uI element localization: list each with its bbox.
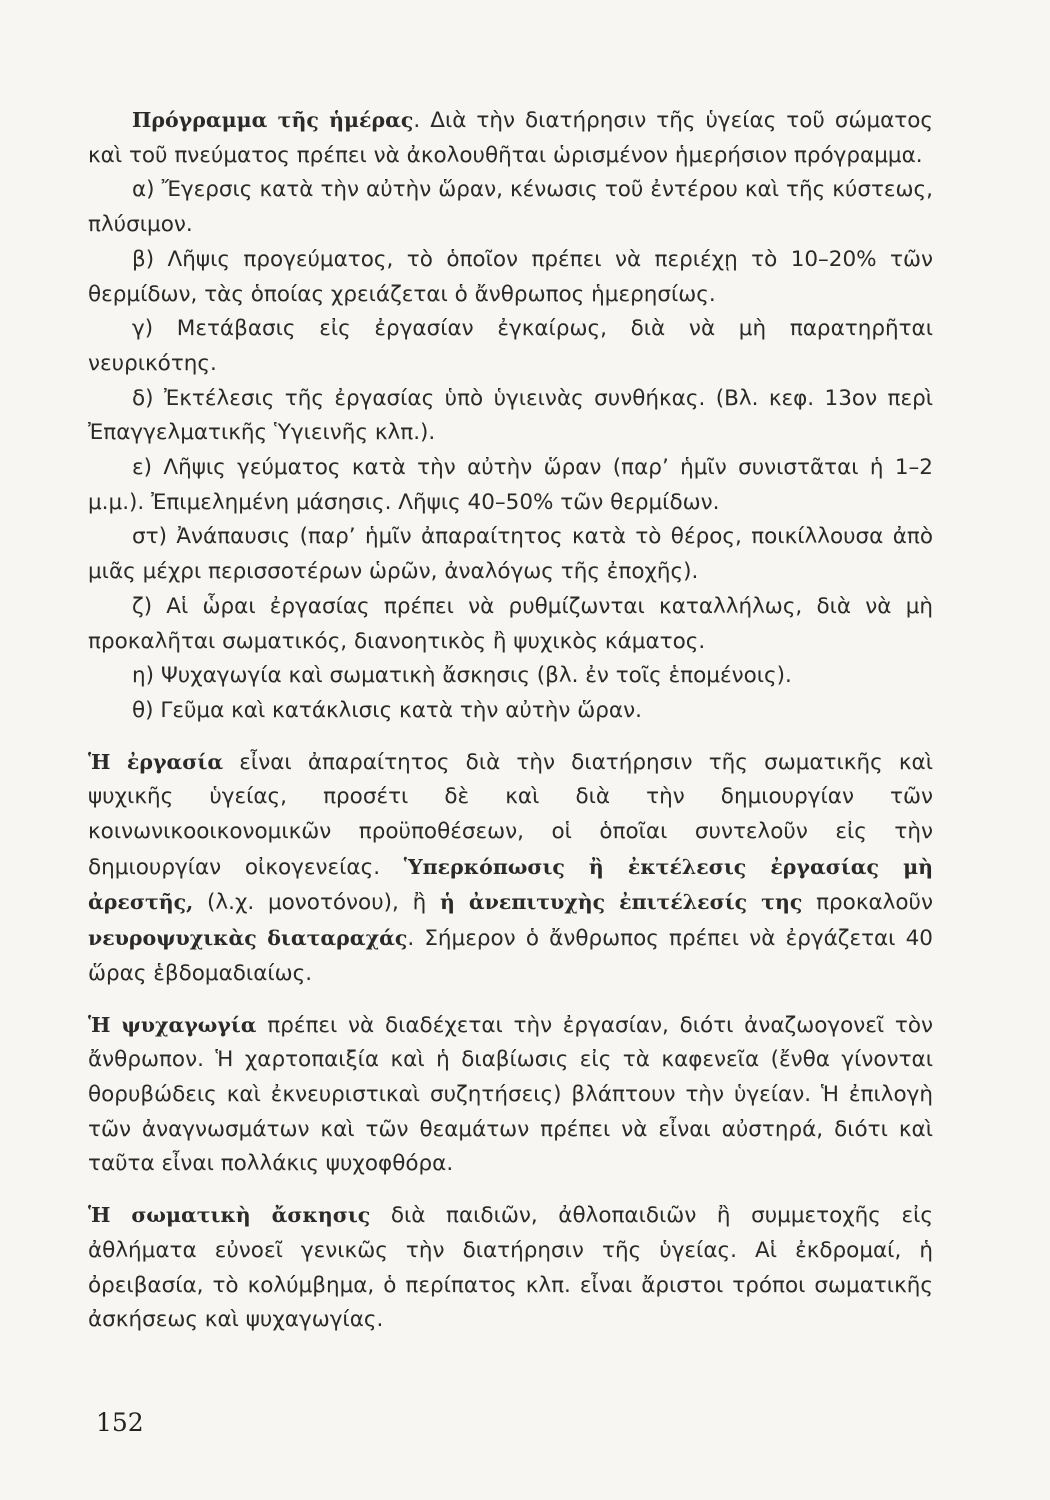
schedule-item-a: α) Ἔγερσις κατὰ τὴν αὐτὴν ὥραν, κένωσις τοῦ ἐντέρου καὶ τῆς κύστεως, πλύσιμον. — [88, 177, 933, 238]
schedule-item-th: θ) Γεῦμα καὶ κατάκλισις κατὰ τὴν αὐτὴν ὥραν. — [132, 697, 642, 723]
schedule-intro: . Διὰ τὴν διατήρησιν τῆς ὑγείας τοῦ σώματος καὶ τοῦ πνεύματος πρέπει νὰ ἀκολουθῆται ὡρισμένον ἡμερήσιον πρόγραμμα. — [88, 108, 934, 168]
schedule-item-z: ζ) Αἱ ὧραι ἐργασίας πρέπει νὰ ρυθμίζωνται καταλλήλως, διὰ νὰ μὴ προκαλῆται σωματικός, διανοητικὸς ἢ ψυχικὸς κάματος. — [88, 593, 933, 654]
exercise-paragraph — [88, 1198, 933, 1338]
body-text — [88, 103, 933, 1338]
page-number: 152 — [96, 1408, 144, 1437]
exercise-term: Ἡ σωματικὴ ἄσκησις — [88, 1203, 371, 1228]
schedule-item-d: δ) Ἐκτέλεσις τῆς ἐργασίας ὑπὸ ὑγιεινὰς συνθήκας. (Βλ. κεφ. 13ον περὶ Ἐπαγγελματικῆς Ὑγιεινῆς κλπ.). — [88, 385, 933, 446]
work-bold-1: Ὑπερκόπωσις ἢ ἐκτέλεσις ἐργασίας μὴ ἀρεστῆς, — [88, 854, 933, 915]
work-bold-3: νευροψυχικὰς διαταραχάς — [88, 926, 408, 951]
work-bold-2: ἡ ἀνεπιτυχὴς ἐπιτέλεσίς της — [439, 890, 803, 915]
schedule-item-c: γ) Μετάβασις εἰς ἐργασίαν ἐγκαίρως, διὰ νὰ μὴ παρατηρῆται νευρικότης. — [88, 316, 933, 376]
schedule-item-h: η) Ψυχαγωγία καὶ σωματικὴ ἄσκησις (βλ. ἐν τοῖς ἑπομένοις). — [132, 663, 792, 689]
work-text-4: . Σήμερον ὁ ἄνθρωπος πρέπει νὰ ἐργάζεται 40 ὥρας ἑβδομαδιαίως. — [88, 926, 933, 986]
schedule-intro-paragraph — [88, 103, 933, 173]
recreation-text: πρέπει νὰ διαδέχεται τὴν ἐργασίαν, διότι ἀναζωογονεῖ τὸν ἄνθρωπον. Ἡ χαρτοπαιξία καὶ ἡ διαβίωσις εἰς τὰ καφενεῖα (ἔνθα γίνονται θορυβώδεις καὶ ἐκνευριστικαὶ συζητήσεις) βλάπτουν τὴν ὑγείαν. Ἡ ἐπιλογὴ τῶν ἀναγνωσμάτων καὶ τῶν θεαμάτων πρέπει νὰ εἶναι αὐστηρά, διότι καὶ ταῦτα εἶναι πολλάκις ψυχοφθόρα. — [88, 1012, 933, 1177]
exercise-text: διὰ παιδιῶν, ἀθλοπαιδιῶν ἢ συμμετοχῆς εἰς ἀθλήματα εὐνοεῖ γενικῶς τὴν διατήρησιν τῆς ὑγείας. Αἱ ἐκδρομαί, ἡ ὀρειβασία, τὸ κολύμβημα, ὁ περίπατος κλπ. εἶναι ἄριστοι τρόποι σωματικῆς ἀσκήσεως καὶ ψυχαγωγίας. — [88, 1203, 934, 1333]
recreation-paragraph — [88, 1008, 933, 1183]
schedule-heading: Πρόγραμμα τῆς ἡμέρας — [132, 108, 414, 132]
schedule-item-e: ε) Λῆψις γεύματος κατὰ τὴν αὐτὴν ὥραν (παρ’ ἡμῖν συνιστᾶται ἡ 1–2 μ.μ.). Ἐπιμελημένη μάσησις. Λῆψις 40–50% τῶν θερμίδων. — [88, 455, 933, 515]
work-text-2: (λ.χ. μονοτόνου), ἢ — [193, 890, 440, 916]
recreation-term: Ἡ ψυχαγωγία — [88, 1012, 257, 1037]
work-term: Ἡ ἐργασία — [88, 749, 224, 774]
work-text-3: προκαλοῦν — [802, 890, 933, 916]
schedule-item-b: β) Λῆψις προγεύματος, τὸ ὁποῖον πρέπει νὰ περιέχῃ τὸ 10–20% τῶν θερμίδων, τὰς ὁποίας χρειάζεται ὁ ἄνθρωπος ἡμερησίως. — [88, 246, 933, 307]
work-text-1: εἶναι ἀπαραίτητος διὰ τὴν διατήρησιν τῆς σωματικῆς καὶ ψυχικῆς ὑγείας, προσέτι δὲ καὶ διὰ τὴν δημιουργίαν τῶν κοινωνικοοικονομικῶν προϋποθέσεων, οἱ ὁποῖαι συντελοῦν εἰς τὴν δημιουργίαν οἰκογενείας. — [88, 749, 933, 880]
schedule-item-st: στ) Ἀνάπαυσις (παρ’ ἡμῖν ἀπαραίτητος κατὰ τὸ θέρος, ποικίλλουσα ἀπὸ μιᾶς μέχρι περισσοτέρων ὡρῶν, ἀναλόγως τῆς ἐποχῆς). — [88, 524, 933, 585]
work-paragraph — [88, 745, 933, 992]
